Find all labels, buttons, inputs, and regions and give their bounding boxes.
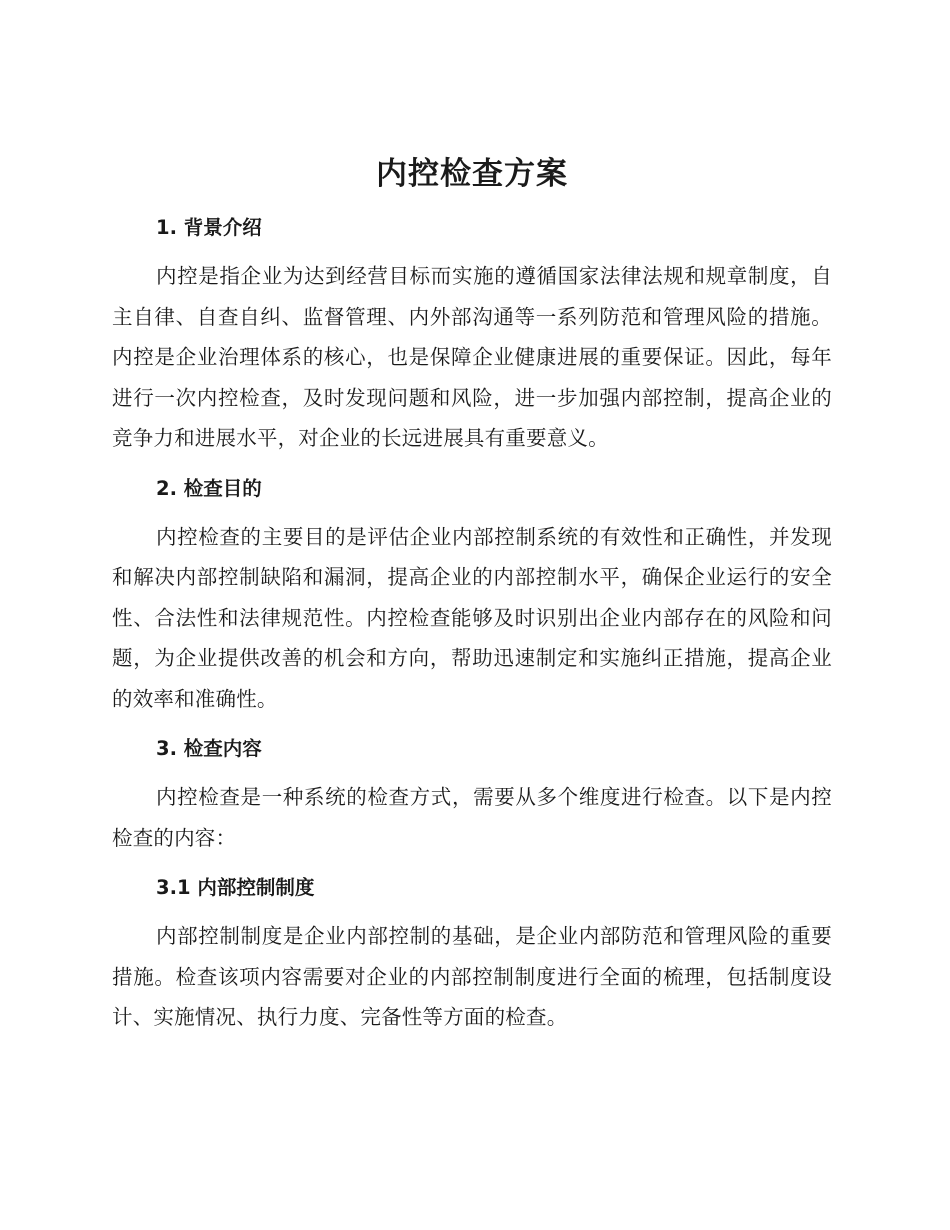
section-paragraph-background: 内控是指企业为达到经营目标而实施的遵循国家法律法规和规章制度，自主自律、自查自纠、监督管理、内外部沟通等一系列防范和管理风险的措施。内控是企业治理体系的核心，也是保障企业健康进展的重要保证。因此，每年进行一次内控检查，及时发现问题和风险，进一步加强内部控制，提高企业的竞争力和进展水平，对企业的长远进展具有重要意义。: [112, 264, 832, 450]
section-heading-content: 3. 检查内容: [156, 737, 262, 760]
document-title: 内控检查方案: [376, 156, 568, 192]
section-paragraph-purpose: 内控检查的主要目的是评估企业内部控制系统的有效性和正确性，并发现和解决内部控制缺陷和漏洞，提高企业的内部控制水平，确保企业运行的安全性、合法性和法律规范性。内控检查能够及时识别出企业内部存在的风险和问题，为企业提供改善的机会和方向，帮助迅速制定和实施纠正措施，提高企业的效率和准确性。: [112, 524, 832, 711]
document-page: [112, 148, 832, 1038]
section-paragraph-internal-control-system: 内部控制制度是企业内部控制的基础，是企业内部防范和管理风险的重要措施。检查该项内容需要对企业的内部控制制度进行全面的梳理，包括制度设计、实施情况、执行力度、完备性等方面的检查。: [112, 924, 832, 1029]
section-paragraph-content: 内控检查是一种系统的检查方式，需要从多个维度进行检查。以下是内控检查的内容：: [112, 785, 832, 850]
section-heading-internal-control-system: 3.1 内部控制制度: [156, 876, 315, 899]
section-heading-purpose: 2. 检查目的: [156, 476, 262, 500]
section-heading-background: 1. 背景介绍: [156, 216, 262, 239]
